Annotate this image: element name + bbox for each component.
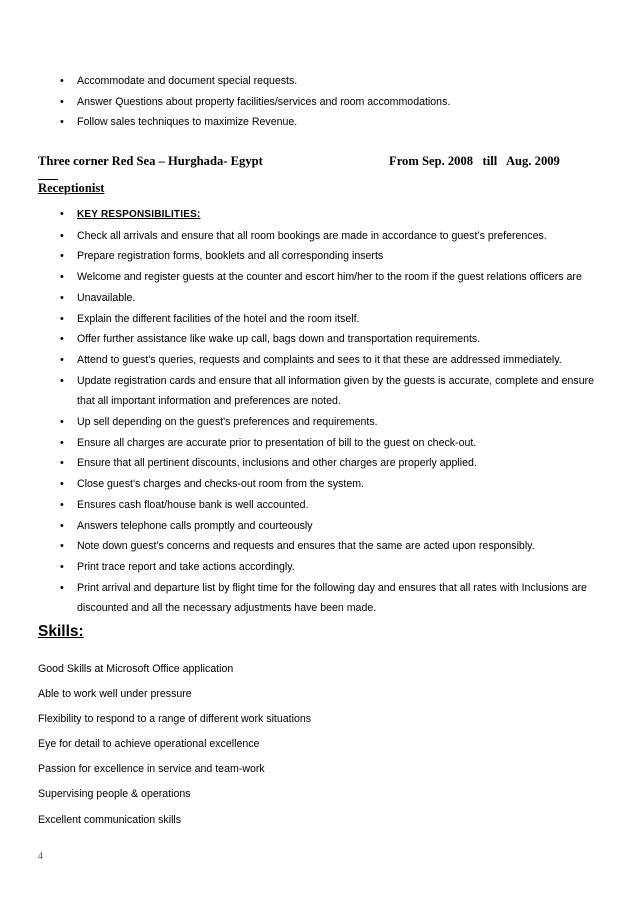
bullet-icon: •: [60, 540, 64, 553]
bullet-icon: •: [60, 416, 64, 429]
bullet-icon: •: [60, 291, 64, 304]
job-dates: From Sep. 2008 till Aug. 2009: [389, 154, 563, 168]
skills-list: [38, 659, 311, 835]
bullet-icon: •: [60, 250, 64, 263]
list-item: • Accommodate and document special requests.: [0, 71, 638, 92]
bullet-icon: •: [60, 75, 64, 87]
bullet-icon: •: [60, 374, 64, 387]
responsibilities-heading: • KEY RESPONSIBILITIES:: [0, 204, 638, 226]
bullet-icon: •: [60, 333, 64, 346]
list-item: • Check all arrivals and ensure that all room bookings are made in accordance to guest’s preferences.: [0, 226, 638, 247]
top-bullet-list: [0, 71, 638, 133]
list-item: • Explain the different facilities of the hotel and the room itself.: [0, 309, 638, 330]
bullet-icon: •: [60, 229, 64, 242]
page-number: 4: [38, 851, 43, 862]
bullet-icon: •: [60, 519, 64, 532]
list-item: • Ensure that all pertinent discounts, inclusions and other charges are properly applied.: [0, 453, 638, 474]
bullet-icon: •: [60, 478, 64, 491]
bullet-icon: •: [60, 498, 64, 511]
bullet-icon: •: [60, 312, 64, 325]
bullet-icon: •: [60, 208, 64, 220]
divider: [38, 179, 58, 180]
list-item: • Answers telephone calls promptly and courteously: [0, 516, 638, 537]
list-item: • Follow sales techniques to maximize Revenue.: [0, 112, 638, 133]
list-item: • Ensure all charges are accurate prior to presentation of bill to the guest on check-out.: [0, 433, 638, 454]
skills-heading: Skills:: [38, 623, 84, 640]
list-item: • Ensures cash float/house bank is well accounted.: [0, 495, 638, 516]
list-item: • Answer Questions about property facilities/services and room accommodations.: [0, 92, 638, 113]
list-item: • Close guest's charges and checks-out room from the system.: [0, 474, 638, 495]
job-title: Receptionist: [38, 181, 105, 195]
skill-item: Able to work well under pressure: [38, 688, 192, 701]
skill-item: Flexibility to respond to a range of different work situations: [38, 713, 312, 726]
list-item: • Prepare registration forms, booklets and all corresponding inserts: [0, 246, 638, 267]
skill-item: Excellent communication skills: [38, 813, 182, 826]
bullet-icon: •: [60, 271, 64, 284]
bullet-icon: •: [60, 457, 64, 470]
bullet-icon: •: [60, 353, 64, 366]
list-item: • Up sell depending on the guest's preferences and requirements.: [0, 412, 638, 433]
list-item: • Note down guest's concerns and requests and ensures that the same are acted upon responsibly.: [0, 536, 638, 557]
bullet-icon: •: [60, 116, 64, 129]
bullet-icon: •: [60, 560, 64, 573]
list-item: • Attend to guest's queries, requests and complaints and sees to it that these are addressed immediately.: [0, 350, 638, 371]
skill-item: Passion for excellence in service and team-work: [38, 763, 265, 776]
bullet-icon: •: [60, 436, 64, 449]
list-item: • Unavailable.: [0, 288, 638, 309]
list-item: • Offer further assistance like wake up call, bags down and transportation requirements.: [0, 329, 638, 350]
skill-item: Supervising people & operations: [38, 788, 191, 801]
bullet-icon: •: [60, 581, 64, 594]
list-item: • Print trace report and take actions accordingly.: [0, 557, 638, 578]
bullet-icon: •: [60, 95, 64, 108]
responsibilities-list: [0, 204, 638, 619]
job-company: Three corner Red Sea – Hurghada- Egypt: [38, 154, 263, 168]
skill-item: Good Skills at Microsoft Office application: [38, 663, 234, 675]
list-item: • Update registration cards and ensure that all information given by the guests is accurate, complete and ensure that all important information and preferences are noted.: [0, 371, 638, 412]
skill-item: Eye for detail to achieve operational excellence: [38, 738, 260, 751]
list-item: • Welcome and register guests at the counter and escort him/her to the room if the guest relations officers are: [0, 267, 638, 288]
list-item: • Print arrival and departure list by flight time for the following day and ensures that all rates with Inclusions are discounted and all the necessary adjustments have been made.: [0, 578, 638, 619]
